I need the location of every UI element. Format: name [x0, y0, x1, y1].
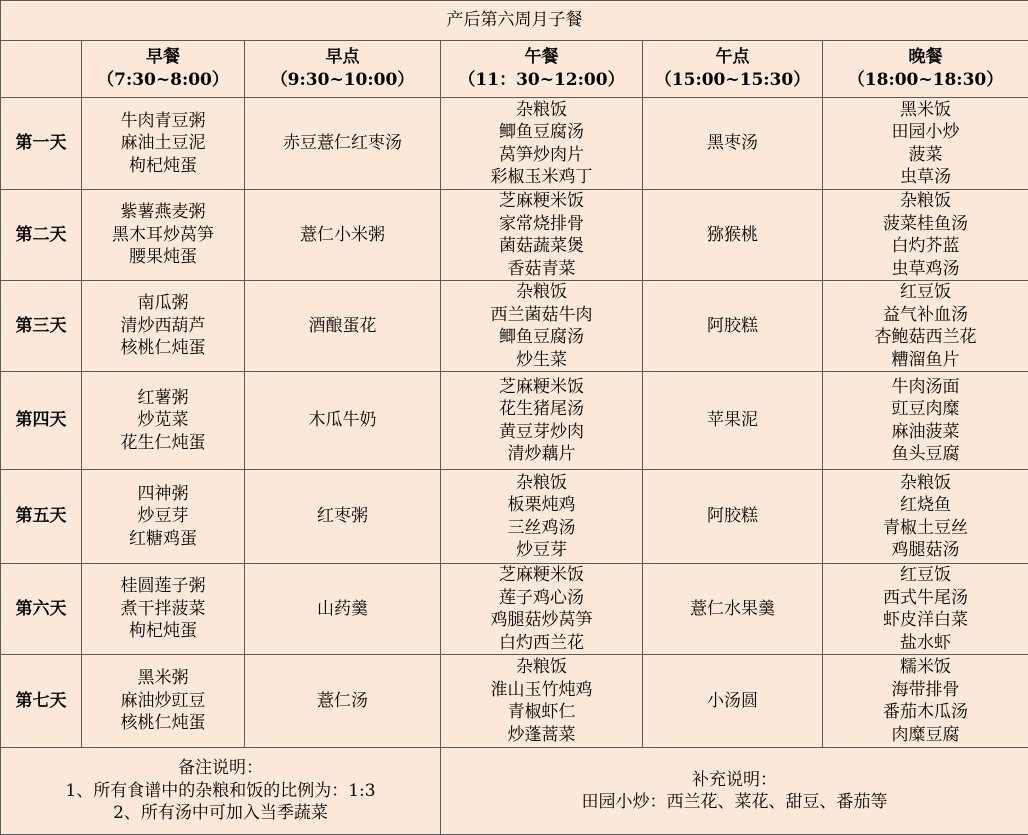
header-name: 早点 [245, 46, 440, 69]
afternoon-snack-cell [643, 372, 823, 470]
header-name: 午点 [643, 46, 822, 69]
dish-item: 家常烧排骨 [441, 213, 642, 236]
dish-item: 薏仁水果羹 [643, 598, 822, 621]
lunch-cell [441, 98, 643, 190]
dish-item: 煮干拌菠菜 [82, 598, 244, 621]
dish-item: 虾皮洋白菜 [823, 609, 1028, 632]
dinner-cell [823, 655, 1028, 748]
dish-item: 黄豆芽炒肉 [441, 421, 642, 444]
dish-item: 杂粮饭 [823, 190, 1028, 213]
dish-item: 杂粮饭 [441, 656, 642, 679]
dish-item: 南瓜粥 [82, 292, 244, 315]
morning-snack-cell [245, 98, 441, 190]
dish-item: 菠菜 [823, 144, 1028, 167]
dish-item: 杏鲍菇西兰花 [823, 326, 1028, 349]
lunch-cell [441, 281, 643, 372]
dish-item: 枸杞炖蛋 [82, 155, 244, 178]
header-dinner [823, 41, 1028, 98]
header-morning-snack [245, 41, 441, 98]
dish-item: 牛肉青豆粥 [82, 110, 244, 133]
day-row [1, 281, 1028, 372]
dish-item: 炒豆芽 [82, 505, 244, 528]
dish-item: 小汤圆 [643, 690, 822, 713]
dish-item: 杂粮饭 [823, 472, 1028, 495]
dish-item: 白灼西兰花 [441, 632, 642, 655]
dish-item: 清炒藕片 [441, 443, 642, 466]
dish-item: 莲子鸡心汤 [441, 587, 642, 610]
dish-item: 花生猪尾汤 [441, 398, 642, 421]
dish-item: 海带排骨 [823, 679, 1028, 702]
dish-item: 芝麻粳米饭 [441, 190, 642, 213]
day-row [1, 655, 1028, 748]
dish-item: 番茄木瓜汤 [823, 701, 1028, 724]
dish-item: 麻油炒豇豆 [82, 690, 244, 713]
dinner-cell [823, 564, 1028, 655]
header-name: 午餐 [441, 46, 642, 69]
header-time: （15:00~15:30） [643, 69, 822, 92]
dish-item: 益气补血汤 [823, 304, 1028, 327]
dish-item: 红豆饭 [823, 564, 1028, 587]
dish-item: 红烧鱼 [823, 494, 1028, 517]
dish-item: 青椒土豆丝 [823, 517, 1028, 540]
dish-item: 黑米饭 [823, 99, 1028, 122]
dish-item: 鸡腿菇汤 [823, 539, 1028, 562]
dish-item: 菠菜桂鱼汤 [823, 213, 1028, 236]
dish-item: 糟溜鱼片 [823, 349, 1028, 372]
dish-item: 黑米粥 [82, 667, 244, 690]
lunch-cell [441, 190, 643, 281]
dish-item: 赤豆薏仁红枣汤 [245, 132, 440, 155]
notes-supplement-item: 田园小炒：西兰花、菜花、甜豆、番茄等 [441, 791, 1028, 814]
afternoon-snack-cell [643, 281, 823, 372]
day-row [1, 190, 1028, 281]
dish-item: 红薯粥 [82, 387, 244, 410]
dish-item: 芝麻粳米饭 [441, 564, 642, 587]
dish-item: 糯米饭 [823, 656, 1028, 679]
dish-item: 杂粮饭 [441, 281, 642, 304]
dish-item: 香菇青菜 [441, 258, 642, 281]
lunch-cell [441, 655, 643, 748]
dish-item: 淮山玉竹炖鸡 [441, 679, 642, 702]
dish-item: 桂圆莲子粥 [82, 575, 244, 598]
day-label: 第四天 [1, 372, 82, 470]
header-afternoon-snack [643, 41, 823, 98]
day-label: 第二天 [1, 190, 82, 281]
dish-item: 枸杞炖蛋 [82, 620, 244, 643]
morning-snack-cell [245, 372, 441, 470]
breakfast-cell [82, 190, 245, 281]
dish-item: 莴笋炒肉片 [441, 144, 642, 167]
day-row [1, 98, 1028, 190]
breakfast-cell [82, 564, 245, 655]
dish-item: 虫草汤 [823, 166, 1028, 189]
morning-snack-cell [245, 190, 441, 281]
table-title: 产后第六周月子餐 [1, 1, 1028, 41]
afternoon-snack-cell [643, 564, 823, 655]
dish-item: 猕猴桃 [643, 224, 822, 247]
afternoon-snack-cell [643, 470, 823, 564]
header-time: （7:30~8:00） [82, 69, 244, 92]
dish-item: 虫草鸡汤 [823, 258, 1028, 281]
afternoon-snack-cell [643, 655, 823, 748]
dish-item: 鲫鱼豆腐汤 [441, 121, 642, 144]
notes-row [1, 748, 1028, 835]
dish-item: 黑枣汤 [643, 132, 822, 155]
day-label: 第三天 [1, 281, 82, 372]
header-time: （9:30~10:00） [245, 69, 440, 92]
dinner-cell [823, 281, 1028, 372]
dinner-cell [823, 470, 1028, 564]
dish-item: 三丝鸡汤 [441, 517, 642, 540]
dish-item: 红豆饭 [823, 281, 1028, 304]
breakfast-cell [82, 372, 245, 470]
afternoon-snack-cell [643, 98, 823, 190]
dish-item: 红糖鸡蛋 [82, 528, 244, 551]
day-row [1, 564, 1028, 655]
lunch-cell [441, 564, 643, 655]
lunch-cell [441, 372, 643, 470]
dish-item: 芝麻粳米饭 [441, 376, 642, 399]
day-label: 第六天 [1, 564, 82, 655]
dish-item: 西兰菌菇牛肉 [441, 304, 642, 327]
dish-item: 炒苋菜 [82, 409, 244, 432]
dish-item: 薏仁小米粥 [245, 224, 440, 247]
dish-item: 牛肉汤面 [823, 376, 1028, 399]
header-breakfast [82, 41, 245, 98]
morning-snack-cell [245, 564, 441, 655]
morning-snack-cell [245, 470, 441, 564]
day-rows [1, 98, 1028, 748]
dish-item: 黑木耳炒莴笋 [82, 224, 244, 247]
dinner-cell [823, 372, 1028, 470]
day-row [1, 372, 1028, 470]
dish-item: 田园小炒 [823, 121, 1028, 144]
dinner-cell [823, 190, 1028, 281]
dinner-cell [823, 98, 1028, 190]
dish-item: 酒酿蛋花 [245, 315, 440, 338]
breakfast-cell [82, 655, 245, 748]
header-name: 早餐 [82, 46, 244, 69]
dish-item: 彩椒玉米鸡丁 [441, 166, 642, 189]
dish-item: 鱼头豆腐 [823, 443, 1028, 466]
day-row [1, 470, 1028, 564]
afternoon-snack-cell [643, 190, 823, 281]
morning-snack-cell [245, 281, 441, 372]
dish-item: 杂粮饭 [441, 472, 642, 495]
dish-item: 白灼芥蓝 [823, 235, 1028, 258]
dish-item: 阿胶糕 [643, 505, 822, 528]
breakfast-cell [82, 470, 245, 564]
dish-item: 核桃仁炖蛋 [82, 337, 244, 360]
dish-item: 核桃仁炖蛋 [82, 712, 244, 735]
dish-item: 菌菇蔬菜煲 [441, 235, 642, 258]
dish-item: 阿胶糕 [643, 315, 822, 338]
dish-item: 西式牛尾汤 [823, 587, 1028, 610]
dish-item: 盐水虾 [823, 632, 1028, 655]
dish-item: 炒生菜 [441, 349, 642, 372]
dish-item: 豇豆肉糜 [823, 398, 1028, 421]
notes-remarks [1, 748, 441, 835]
header-lunch [441, 41, 643, 98]
dish-item: 鲫鱼豆腐汤 [441, 326, 642, 349]
notes-remarks-heading: 备注说明： [1, 757, 440, 780]
day-label: 第一天 [1, 98, 82, 190]
dish-item: 杂粮饭 [441, 99, 642, 122]
header-row [1, 41, 1028, 98]
morning-snack-cell [245, 655, 441, 748]
dish-item: 腰果炖蛋 [82, 246, 244, 269]
header-name: 晚餐 [823, 46, 1028, 69]
dish-item: 板栗炖鸡 [441, 494, 642, 517]
dish-item: 青椒虾仁 [441, 701, 642, 724]
notes-remarks-item: 2、所有汤中可加入当季蔬菜 [1, 802, 440, 825]
lunch-cell [441, 470, 643, 564]
dish-item: 炒豆芽 [441, 539, 642, 562]
dish-item: 红枣粥 [245, 505, 440, 528]
dish-item: 炒蓬蒿菜 [441, 724, 642, 747]
notes-supplement [441, 748, 1028, 835]
notes-supplement-heading: 补充说明： [441, 769, 1028, 792]
day-label: 第七天 [1, 655, 82, 748]
breakfast-cell [82, 98, 245, 190]
dish-item: 鸡腿菇炒莴笋 [441, 609, 642, 632]
dish-item: 花生仁炖蛋 [82, 432, 244, 455]
dish-item: 木瓜牛奶 [245, 409, 440, 432]
dish-item: 紫薯燕麦粥 [82, 201, 244, 224]
header-time: （11：30~12:00） [441, 69, 642, 92]
notes-remarks-item: 1、所有食谱中的杂粮和饭的比例为：1:3 [1, 780, 440, 803]
dish-item: 麻油菠菜 [823, 421, 1028, 444]
dish-item: 山药羹 [245, 598, 440, 621]
dish-item: 肉糜豆腐 [823, 724, 1028, 747]
corner-cell [1, 41, 82, 98]
header-time: （18:00~18:30） [823, 69, 1028, 92]
dish-item: 苹果泥 [643, 409, 822, 432]
dish-item: 麻油土豆泥 [82, 132, 244, 155]
dish-item: 薏仁汤 [245, 690, 440, 713]
dish-item: 清炒西葫芦 [82, 315, 244, 338]
day-label: 第五天 [1, 470, 82, 564]
dish-item: 四神粥 [82, 483, 244, 506]
breakfast-cell [82, 281, 245, 372]
